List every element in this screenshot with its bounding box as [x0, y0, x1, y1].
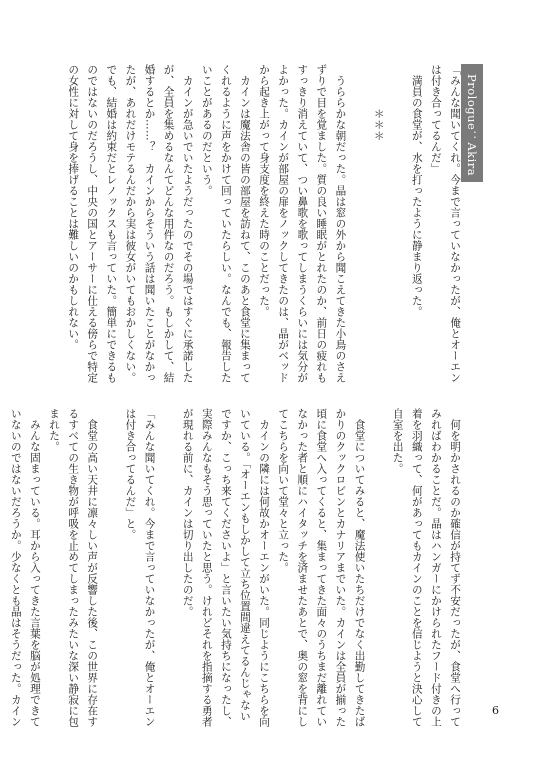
- chapter-title: Prologue：Akira: [465, 73, 479, 177]
- text-line: は付き合ってるんだ」: [429, 64, 442, 174]
- text-line: カインが急いでいたようだったのでその場ではすぐに承諾した: [181, 64, 194, 383]
- text-line: かりのクックロビンとカナリアまでいた。カインは全員が揃った: [334, 408, 347, 727]
- chapter-title-tab: [461, 64, 483, 182]
- text-line: まれた。: [48, 408, 61, 452]
- text-line: 頃に食堂へ入ってくると、集まってきた面々のうちまだ離れてい: [315, 408, 328, 727]
- text-line: 何を明かされるのか確信が持てず不安だったが、食堂へ行って: [449, 408, 461, 727]
- text-line: なかった者と順にハイタッチを済ませたあとで、奥の窓を背にし: [296, 408, 309, 727]
- text-line: のではないのだろうし、中央の国とアーサーに仕える傍らで特定: [86, 64, 99, 383]
- text-line: 食堂についてみると、魔法使いたちだけでなく出勤してきたば: [353, 408, 366, 727]
- text-line: カインの隣には何故かオーエンがいた。同じようにこちらを向: [258, 408, 271, 727]
- text-line: いている。「オーエンもしかして立ち位置間違えてるんじゃない: [238, 408, 251, 722]
- text-line: てこちらを向いて堂々と立った。: [277, 408, 290, 573]
- text-line: の女性に対して身を捧げることは難しいのかもしれない。: [67, 64, 80, 350]
- text-line: ＊＊＊: [372, 64, 385, 141]
- text-line: 「みんな聞いてくれ。今まで言っていなかったが、俺とオーエン: [143, 408, 156, 727]
- text-line: [101, 408, 120, 698]
- text-line: いことがあるのだという。: [200, 64, 213, 196]
- top-text-column: [67, 64, 464, 383]
- text-line: 自室を出た。: [391, 408, 404, 474]
- text-line: よかった。カインが部屋の扉をノックしてきたのは、晶がベッド: [277, 64, 290, 383]
- text-line: うららかな朝だった。晶は窓の外から聞こえてきた小鳥のさえ: [334, 64, 347, 383]
- text-line: くれるように声をかけて回っていたらしい。なんでも、報告した: [219, 64, 232, 383]
- text-line: [349, 64, 368, 354]
- text-line: [159, 408, 178, 698]
- text-line: は付き合ってるんだ」と。: [124, 408, 137, 540]
- text-line: 「みんな聞いてくれ。今まで言っていなかったが、俺とオーエン: [449, 64, 461, 383]
- text-line: から起き上がって身支度を終えた時のことだった。: [258, 64, 271, 317]
- text-line: でも、結婚は約束だとレノックスも言っていた。簡単にできるも: [105, 64, 118, 383]
- text-line: 実際みんなもそう思っていたと思う。けれどそれを指摘する勇者: [200, 408, 213, 727]
- text-line: カインは魔法舎の皆の部屋を訪ねて、このあと食堂に集まって: [238, 64, 251, 383]
- text-line: るすべての生き物が呼吸を止めてしまったみたいな深い静寂に包: [67, 408, 80, 727]
- text-line: すっきり消えていて、つい鼻歌を歌ってしまうくらいには気分が: [296, 64, 309, 383]
- text-line: たが、あれだけモテるんだから実は彼女がいてもおかしくない。: [124, 64, 137, 383]
- text-line: みんな固まっている。耳から入ってきた言葉を脳が処理できて: [28, 408, 41, 727]
- text-line: が現れる前に、カインは切り出したのだ。: [181, 408, 194, 617]
- text-line: みればわかることだ。晶はハンガーにかけられたフード付きの上: [429, 408, 442, 727]
- text-line: ですか、こっち来てくださいよ」と言いたい気持ちになったし、: [219, 408, 232, 727]
- bottom-text-column: [9, 408, 464, 727]
- text-line: が、全員を集めるなんてどんな用件なのだろう。もしかして、結: [162, 64, 175, 383]
- page-number: 6: [492, 704, 499, 717]
- text-line: 婚するとか……？ カインからそういう話は聞いたことがなかっ: [143, 64, 156, 383]
- text-line: ずりで目を覚ました。質の良い睡眠がとれたのか、前日の疲れも: [315, 64, 328, 383]
- text-line: 食堂の高い天井に凛々しい声が反響した後、この世界に存在す: [86, 408, 99, 727]
- text-line: 満員の食堂が、水を打ったように静まり返った。: [410, 64, 423, 317]
- text-line: [369, 408, 388, 698]
- text-line: 着を羽織って、何があってもカインのことを信じようと決心して: [410, 408, 423, 727]
- text-line: いないのではないだろうか。少なくとも晶はそうだった。カイン: [9, 408, 22, 727]
- text-line: [388, 64, 407, 354]
